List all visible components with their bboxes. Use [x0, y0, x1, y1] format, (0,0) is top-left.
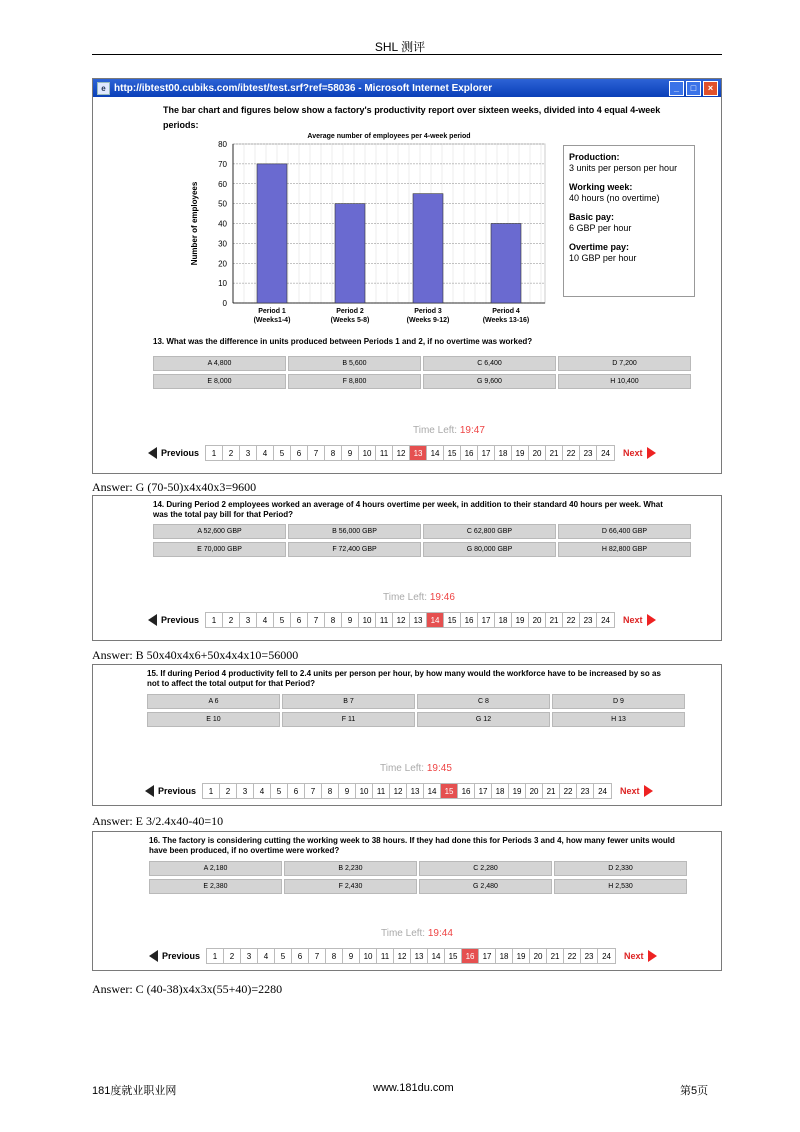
page-23[interactable]: 23 — [577, 784, 594, 798]
page-21[interactable]: 21 — [546, 446, 563, 460]
option-e[interactable]: E 10 — [147, 712, 280, 727]
page-5[interactable]: 5 — [275, 949, 292, 963]
page-6[interactable]: 6 — [288, 784, 305, 798]
page-2[interactable]: 2 — [223, 613, 240, 627]
x-tick-label: Period 4 — [492, 308, 520, 315]
option-f[interactable]: F 2,430 — [284, 879, 417, 894]
close-button[interactable]: × — [703, 81, 718, 96]
page-17[interactable]: 17 — [478, 613, 495, 627]
option-b[interactable]: B 7 — [282, 694, 415, 709]
page-22[interactable]: 22 — [563, 613, 580, 627]
y-tick-label: 60 — [218, 179, 227, 189]
next-button[interactable] — [620, 785, 653, 797]
page-9[interactable]: 9 — [343, 949, 360, 963]
time-left-value: 19:47 — [459, 425, 485, 436]
info-value: 40 hours (no overtime) — [569, 193, 660, 203]
chart-title: Average number of employees per 4-week period — [307, 133, 471, 140]
time-left-value: 19:44 — [427, 928, 453, 939]
previous-label: Previous — [161, 448, 200, 458]
page-1[interactable]: 1 — [206, 613, 223, 627]
question-text: 13. What was the difference in units produced between Periods 1 and 2, if no overtime was worked? — [153, 337, 533, 346]
info-item — [569, 212, 694, 234]
page-6[interactable]: 6 — [291, 613, 308, 627]
option-c[interactable]: C 6,400 — [423, 356, 556, 371]
y-tick-label: 20 — [218, 259, 227, 269]
question-navigation — [148, 445, 656, 461]
page-20[interactable]: 20 — [529, 613, 546, 627]
page-22[interactable]: 22 — [560, 784, 577, 798]
ie-icon: e — [97, 82, 110, 95]
previous-label: Previous — [162, 951, 201, 961]
page-2[interactable]: 2 — [224, 949, 241, 963]
arrow-left-icon — [148, 447, 157, 459]
page-18[interactable]: 18 — [496, 949, 513, 963]
time-left — [383, 592, 455, 603]
option-e[interactable]: E 70,000 GBP — [153, 542, 286, 557]
page-20[interactable]: 20 — [526, 784, 543, 798]
page-21[interactable]: 21 — [547, 949, 564, 963]
page-14[interactable]: 14 — [427, 446, 444, 460]
page-14[interactable]: 14 — [427, 613, 444, 627]
page-16[interactable]: 16 — [462, 949, 479, 963]
x-tick-sublabel: (Weeks 5-8) — [330, 317, 370, 324]
previous-button[interactable] — [148, 614, 199, 626]
page-19[interactable]: 19 — [512, 446, 529, 460]
time-left-label: Time Left: — [413, 425, 458, 436]
option-h[interactable]: H 2,530 — [554, 879, 687, 894]
option-e[interactable]: E 8,000 — [153, 374, 286, 389]
option-g[interactable]: G 12 — [417, 712, 550, 727]
page-15[interactable]: 15 — [444, 613, 461, 627]
answer-options — [147, 694, 685, 727]
previous-button[interactable] — [145, 785, 196, 797]
option-h[interactable]: H 82,800 GBP — [558, 542, 691, 557]
next-button[interactable] — [623, 614, 656, 626]
page-15[interactable]: 15 — [441, 784, 458, 798]
page-16[interactable]: 16 — [461, 613, 478, 627]
info-heading: Overtime pay: — [569, 242, 630, 252]
question-navigation — [145, 783, 653, 799]
option-a[interactable]: A 2,180 — [149, 861, 282, 876]
page-7[interactable]: 7 — [308, 446, 325, 460]
option-c[interactable]: C 8 — [417, 694, 550, 709]
time-left — [380, 763, 452, 774]
question-panel-15 — [92, 664, 722, 806]
answer-options — [153, 524, 691, 557]
page-21[interactable]: 21 — [546, 613, 563, 627]
page-3[interactable]: 3 — [240, 613, 257, 627]
page-12[interactable]: 12 — [393, 613, 410, 627]
page-19[interactable]: 19 — [513, 949, 530, 963]
page-11[interactable]: 11 — [373, 784, 390, 798]
page-header: SHL 测评 — [374, 40, 426, 54]
answer-15: Answer: E 3/2.4x40-40=10 — [92, 814, 224, 828]
maximize-button[interactable]: □ — [686, 81, 701, 96]
option-h[interactable]: H 13 — [552, 712, 685, 727]
page-24[interactable]: 24 — [594, 784, 611, 798]
page-10[interactable]: 10 — [356, 784, 373, 798]
page-10[interactable]: 10 — [359, 613, 376, 627]
page-5[interactable]: 5 — [274, 446, 291, 460]
previous-button[interactable] — [149, 950, 200, 962]
page-20[interactable]: 20 — [530, 949, 547, 963]
bar-3 — [413, 194, 443, 303]
option-d[interactable]: D 2,330 — [554, 861, 687, 876]
page-3[interactable]: 3 — [240, 446, 257, 460]
y-tick-label: 70 — [218, 159, 227, 169]
time-left-label: Time Left: — [380, 763, 425, 774]
page-12[interactable]: 12 — [390, 784, 407, 798]
y-tick-label: 0 — [222, 299, 227, 308]
intro-text: The bar chart and figures below show a factory's productivity report over sixteen weeks, divided into 4 equal 4-week periods: — [163, 105, 661, 130]
option-b[interactable]: B 56,000 GBP — [288, 524, 421, 539]
info-value: 10 GBP per hour — [569, 253, 637, 263]
x-tick-label: Period 3 — [414, 308, 442, 315]
page-4[interactable]: 4 — [254, 784, 271, 798]
question-text: 16. The factory is considering cutting the working week to 38 hours. If they had done this for Periods 3 and 4, how many fewer units would have been produced, if no overtime were worked? — [149, 836, 675, 855]
header-rule — [92, 54, 722, 55]
info-value: 6 GBP per hour — [569, 223, 632, 233]
minimize-button[interactable]: _ — [669, 81, 684, 96]
option-a[interactable]: A 4,800 — [153, 356, 286, 371]
bar-4 — [491, 224, 521, 304]
x-tick-sublabel: (Weeks1-4) — [253, 317, 291, 324]
footer-left: 181度就业职业网 — [92, 1085, 177, 1097]
y-tick-label: 50 — [218, 199, 227, 209]
page-9[interactable]: 9 — [339, 784, 356, 798]
page-numbers — [205, 612, 615, 628]
page-numbers — [202, 783, 612, 799]
page-8[interactable]: 8 — [325, 613, 342, 627]
info-item — [569, 242, 694, 264]
option-b[interactable]: B 2,230 — [284, 861, 417, 876]
question-text: 15. If during Period 4 productivity fell to 2.4 units per person per hour, by how many would the workforce have to be increased by so as not to affect the total output for that Period? — [147, 669, 661, 688]
time-left — [413, 425, 485, 436]
page-18[interactable]: 18 — [492, 784, 509, 798]
previous-label: Previous — [158, 786, 197, 796]
page-16[interactable]: 16 — [458, 784, 475, 798]
bar-2 — [335, 204, 365, 303]
page-14[interactable]: 14 — [428, 949, 445, 963]
option-d[interactable]: D 66,400 GBP — [558, 524, 691, 539]
footer-center: www.181du.com — [373, 1082, 454, 1094]
page-20[interactable]: 20 — [529, 446, 546, 460]
page-7[interactable]: 7 — [309, 949, 326, 963]
footer-right: 第5页 — [680, 1085, 709, 1097]
time-left — [381, 928, 453, 939]
page-1[interactable]: 1 — [206, 446, 223, 460]
page-7[interactable]: 7 — [308, 613, 325, 627]
y-tick-label: 40 — [218, 219, 227, 229]
page-numbers — [206, 948, 616, 964]
option-d[interactable]: D 9 — [552, 694, 685, 709]
page-21[interactable]: 21 — [543, 784, 560, 798]
page-13[interactable]: 13 — [410, 613, 427, 627]
next-label: Next — [623, 615, 643, 625]
arrow-right-icon — [644, 785, 653, 797]
option-f[interactable]: F 72,400 GBP — [288, 542, 421, 557]
option-e[interactable]: E 2,380 — [149, 879, 282, 894]
option-c[interactable]: C 2,280 — [419, 861, 552, 876]
page-8[interactable]: 8 — [325, 446, 342, 460]
page-6[interactable]: 6 — [291, 446, 308, 460]
answer-options — [153, 356, 691, 389]
page-5[interactable]: 5 — [271, 784, 288, 798]
next-label: Next — [620, 786, 640, 796]
answer-13: Answer: G (70-50)x4x40x3=9600 — [92, 480, 257, 494]
page-10[interactable]: 10 — [360, 949, 377, 963]
page-18[interactable]: 18 — [495, 446, 512, 460]
page-12[interactable]: 12 — [393, 446, 410, 460]
page-15[interactable]: 15 — [445, 949, 462, 963]
option-g[interactable]: G 9,600 — [423, 374, 556, 389]
page-23[interactable]: 23 — [580, 446, 597, 460]
question-panel-16 — [92, 831, 722, 971]
option-c[interactable]: C 62,800 GBP — [423, 524, 556, 539]
page-2[interactable]: 2 — [223, 446, 240, 460]
page-17[interactable]: 17 — [479, 949, 496, 963]
page-15[interactable]: 15 — [444, 446, 461, 460]
arrow-right-icon — [647, 447, 656, 459]
question-navigation — [148, 612, 656, 628]
bar-1 — [257, 164, 287, 303]
option-d[interactable]: D 7,200 — [558, 356, 691, 371]
info-item — [569, 152, 694, 174]
info-heading: Production: — [569, 152, 620, 162]
arrow-left-icon — [148, 614, 157, 626]
page-8[interactable]: 8 — [326, 949, 343, 963]
previous-label: Previous — [161, 615, 200, 625]
question-panel-14 — [92, 495, 722, 641]
y-tick-label: 30 — [218, 239, 227, 249]
window-title: http://ibtest00.cubiks.com/ibtest/test.srf?ref=58036 - Microsoft Internet Explorer — [114, 82, 493, 94]
arrow-left-icon — [149, 950, 158, 962]
info-value: 3 units per person per hour — [569, 163, 678, 173]
page-4[interactable]: 4 — [257, 613, 274, 627]
time-left-value: 19:46 — [429, 592, 455, 603]
page-13[interactable]: 13 — [410, 446, 427, 460]
page-13[interactable]: 13 — [411, 949, 428, 963]
option-a[interactable]: A 6 — [147, 694, 280, 709]
page-3[interactable]: 3 — [241, 949, 258, 963]
page-18[interactable]: 18 — [495, 613, 512, 627]
answer-options — [149, 861, 687, 894]
y-tick-label: 80 — [218, 140, 227, 149]
option-a[interactable]: A 52,600 GBP — [153, 524, 286, 539]
page-5[interactable]: 5 — [274, 613, 291, 627]
page-24[interactable]: 24 — [598, 949, 615, 963]
question-panel-13 — [92, 78, 722, 474]
arrow-right-icon — [648, 950, 657, 962]
question-navigation — [149, 948, 657, 964]
page-24[interactable]: 24 — [597, 446, 614, 460]
next-button[interactable] — [624, 950, 657, 962]
page-19[interactable]: 19 — [509, 784, 526, 798]
x-tick-sublabel: (Weeks 9-12) — [406, 317, 450, 324]
page-8[interactable]: 8 — [322, 784, 339, 798]
page-1[interactable]: 1 — [203, 784, 220, 798]
page-7[interactable]: 7 — [305, 784, 322, 798]
page-10[interactable]: 10 — [359, 446, 376, 460]
page-17[interactable]: 17 — [475, 784, 492, 798]
arrow-left-icon — [145, 785, 154, 797]
time-left-label: Time Left: — [381, 928, 426, 939]
option-h[interactable]: H 10,400 — [558, 374, 691, 389]
page-12[interactable]: 12 — [394, 949, 411, 963]
page-numbers — [205, 445, 615, 461]
answer-14: Answer: B 50x40x4x6+50x4x4x10=56000 — [92, 648, 299, 662]
info-heading: Working week: — [569, 182, 633, 192]
bar-chart — [183, 129, 553, 329]
page-11[interactable]: 11 — [376, 613, 393, 627]
arrow-right-icon — [647, 614, 656, 626]
page-9[interactable]: 9 — [342, 446, 359, 460]
page-4[interactable]: 4 — [257, 446, 274, 460]
page-11[interactable]: 11 — [376, 446, 393, 460]
previous-button[interactable] — [148, 447, 199, 459]
info-heading: Basic pay: — [569, 212, 615, 222]
page-13[interactable]: 13 — [407, 784, 424, 798]
page-23[interactable]: 23 — [581, 949, 598, 963]
option-b[interactable]: B 5,600 — [288, 356, 421, 371]
next-label: Next — [623, 448, 643, 458]
y-tick-label: 10 — [218, 279, 227, 289]
question-text: 14. During Period 2 employees worked an average of 4 hours overtime per week, in addition to their standard 40 hours per week. What was the total pay bill for that Period? — [153, 500, 663, 519]
page-16[interactable]: 16 — [461, 446, 478, 460]
page-23[interactable]: 23 — [580, 613, 597, 627]
window-titlebar — [93, 79, 721, 97]
page-19[interactable]: 19 — [512, 613, 529, 627]
x-tick-sublabel: (Weeks 13-16) — [482, 317, 530, 324]
page-14[interactable]: 14 — [424, 784, 441, 798]
x-tick-label: Period 1 — [258, 308, 286, 315]
info-box — [563, 145, 695, 297]
x-tick-label: Period 2 — [336, 308, 364, 315]
option-f[interactable]: F 8,800 — [288, 374, 421, 389]
page-11[interactable]: 11 — [377, 949, 394, 963]
page-22[interactable]: 22 — [563, 446, 580, 460]
next-button[interactable] — [623, 447, 656, 459]
page-4[interactable]: 4 — [258, 949, 275, 963]
page-6[interactable]: 6 — [292, 949, 309, 963]
page-9[interactable]: 9 — [342, 613, 359, 627]
y-axis-label: Number of employees — [190, 181, 199, 266]
info-item — [569, 182, 694, 204]
time-left-label: Time Left: — [383, 592, 428, 603]
option-g[interactable]: G 2,480 — [419, 879, 552, 894]
next-label: Next — [624, 951, 644, 961]
page-2[interactable]: 2 — [220, 784, 237, 798]
option-g[interactable]: G 80,000 GBP — [423, 542, 556, 557]
page-24[interactable]: 24 — [597, 613, 614, 627]
page-3[interactable]: 3 — [237, 784, 254, 798]
page-22[interactable]: 22 — [564, 949, 581, 963]
page-1[interactable]: 1 — [207, 949, 224, 963]
answer-16: Answer: C (40-38)x4x3x(55+40)=2280 — [92, 982, 283, 996]
page-17[interactable]: 17 — [478, 446, 495, 460]
time-left-value: 19:45 — [426, 763, 452, 774]
option-f[interactable]: F 11 — [282, 712, 415, 727]
